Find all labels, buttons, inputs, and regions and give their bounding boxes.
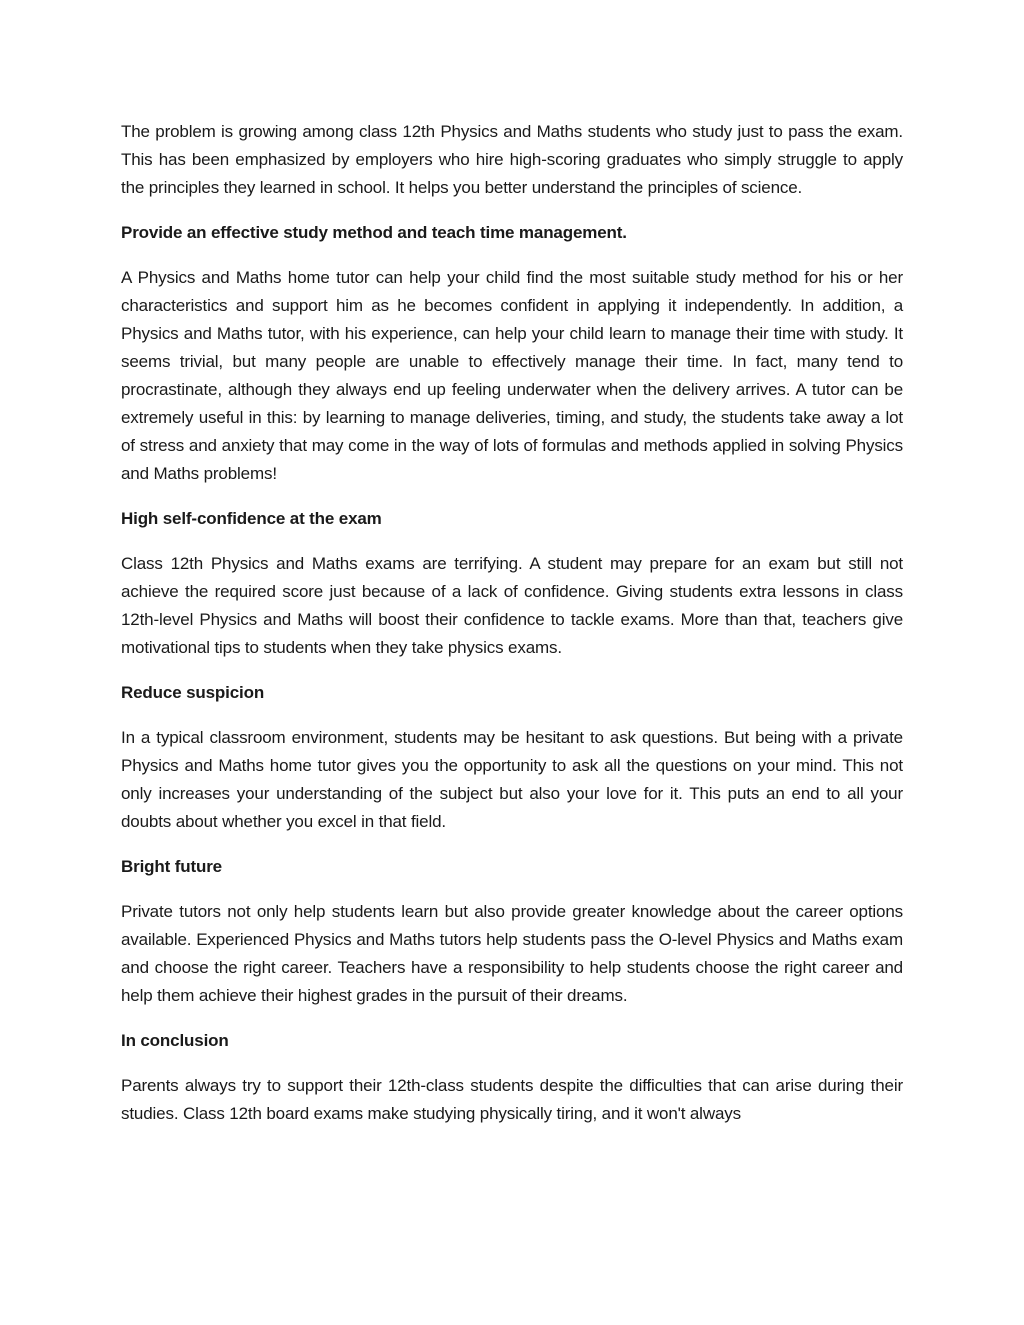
paragraph-reduce-suspicion: In a typical classroom environment, students may be hesitant to ask questions. But being with a private Physics and Maths home tutor gives you the opportunity to ask all the questions on your mind. This not only increases your understanding of the subject but also your love for it. This puts an end to all your doubts about whether you excel in that field.	[121, 728, 903, 831]
document-page	[121, 118, 903, 1145]
heading-bright-future: Bright future	[121, 857, 222, 876]
paragraph-study-method: A Physics and Maths home tutor can help your child find the most suitable study method for his or her characteristics and support him as he becomes confident in applying it independently. In addition, a Physics and Maths tutor, with his experience, can help your child learn to manage their time with study. It seems trivial, but many people are unable to effectively manage their time. In fact, many tend to procrastinate, although they always end up feeling underwater when the delivery arrives. A tutor can be extremely useful in this: by learning to manage deliveries, timing, and study, the students take away a lot of stress and anxiety that may come in the way of lots of formulas and methods applied in solving Physics and Maths problems!	[121, 268, 903, 483]
paragraph-self-confidence: Class 12th Physics and Maths exams are terrifying. A student may prepare for an exam but still not achieve the required score just because of a lack of confidence. Giving students extra lessons in class 12th-level Physics and Maths will boost their confidence to tackle exams. More than that, teachers give motivational tips to students when they take physics exams.	[121, 554, 903, 657]
paragraph-bright-future: Private tutors not only help students learn but also provide greater knowledge about the career options available. Experienced Physics and Maths tutors help students pass the O-level Physics and Maths exam and choose the right career. Teachers have a responsibility to help students choose the right career and help them achieve their highest grades in the pursuit of their dreams.	[121, 902, 903, 1005]
paragraph-conclusion: Parents always try to support their 12th-class students despite the difficulties that can arise during their studies. Class 12th board exams make studying physically tiring, and it won't always	[121, 1076, 903, 1123]
heading-self-confidence: High self-confidence at the exam	[121, 509, 382, 528]
paragraph-intro: The problem is growing among class 12th Physics and Maths students who study just to pass the exam. This has been emphasized by employers who hire high-scoring graduates who simply struggle to apply the principles they learned in school. It helps you better understand the principles of science.	[121, 122, 903, 197]
heading-reduce-suspicion: Reduce suspicion	[121, 683, 265, 702]
heading-study-method: Provide an effective study method and teach time management.	[121, 223, 627, 242]
heading-conclusion: In conclusion	[121, 1031, 229, 1050]
